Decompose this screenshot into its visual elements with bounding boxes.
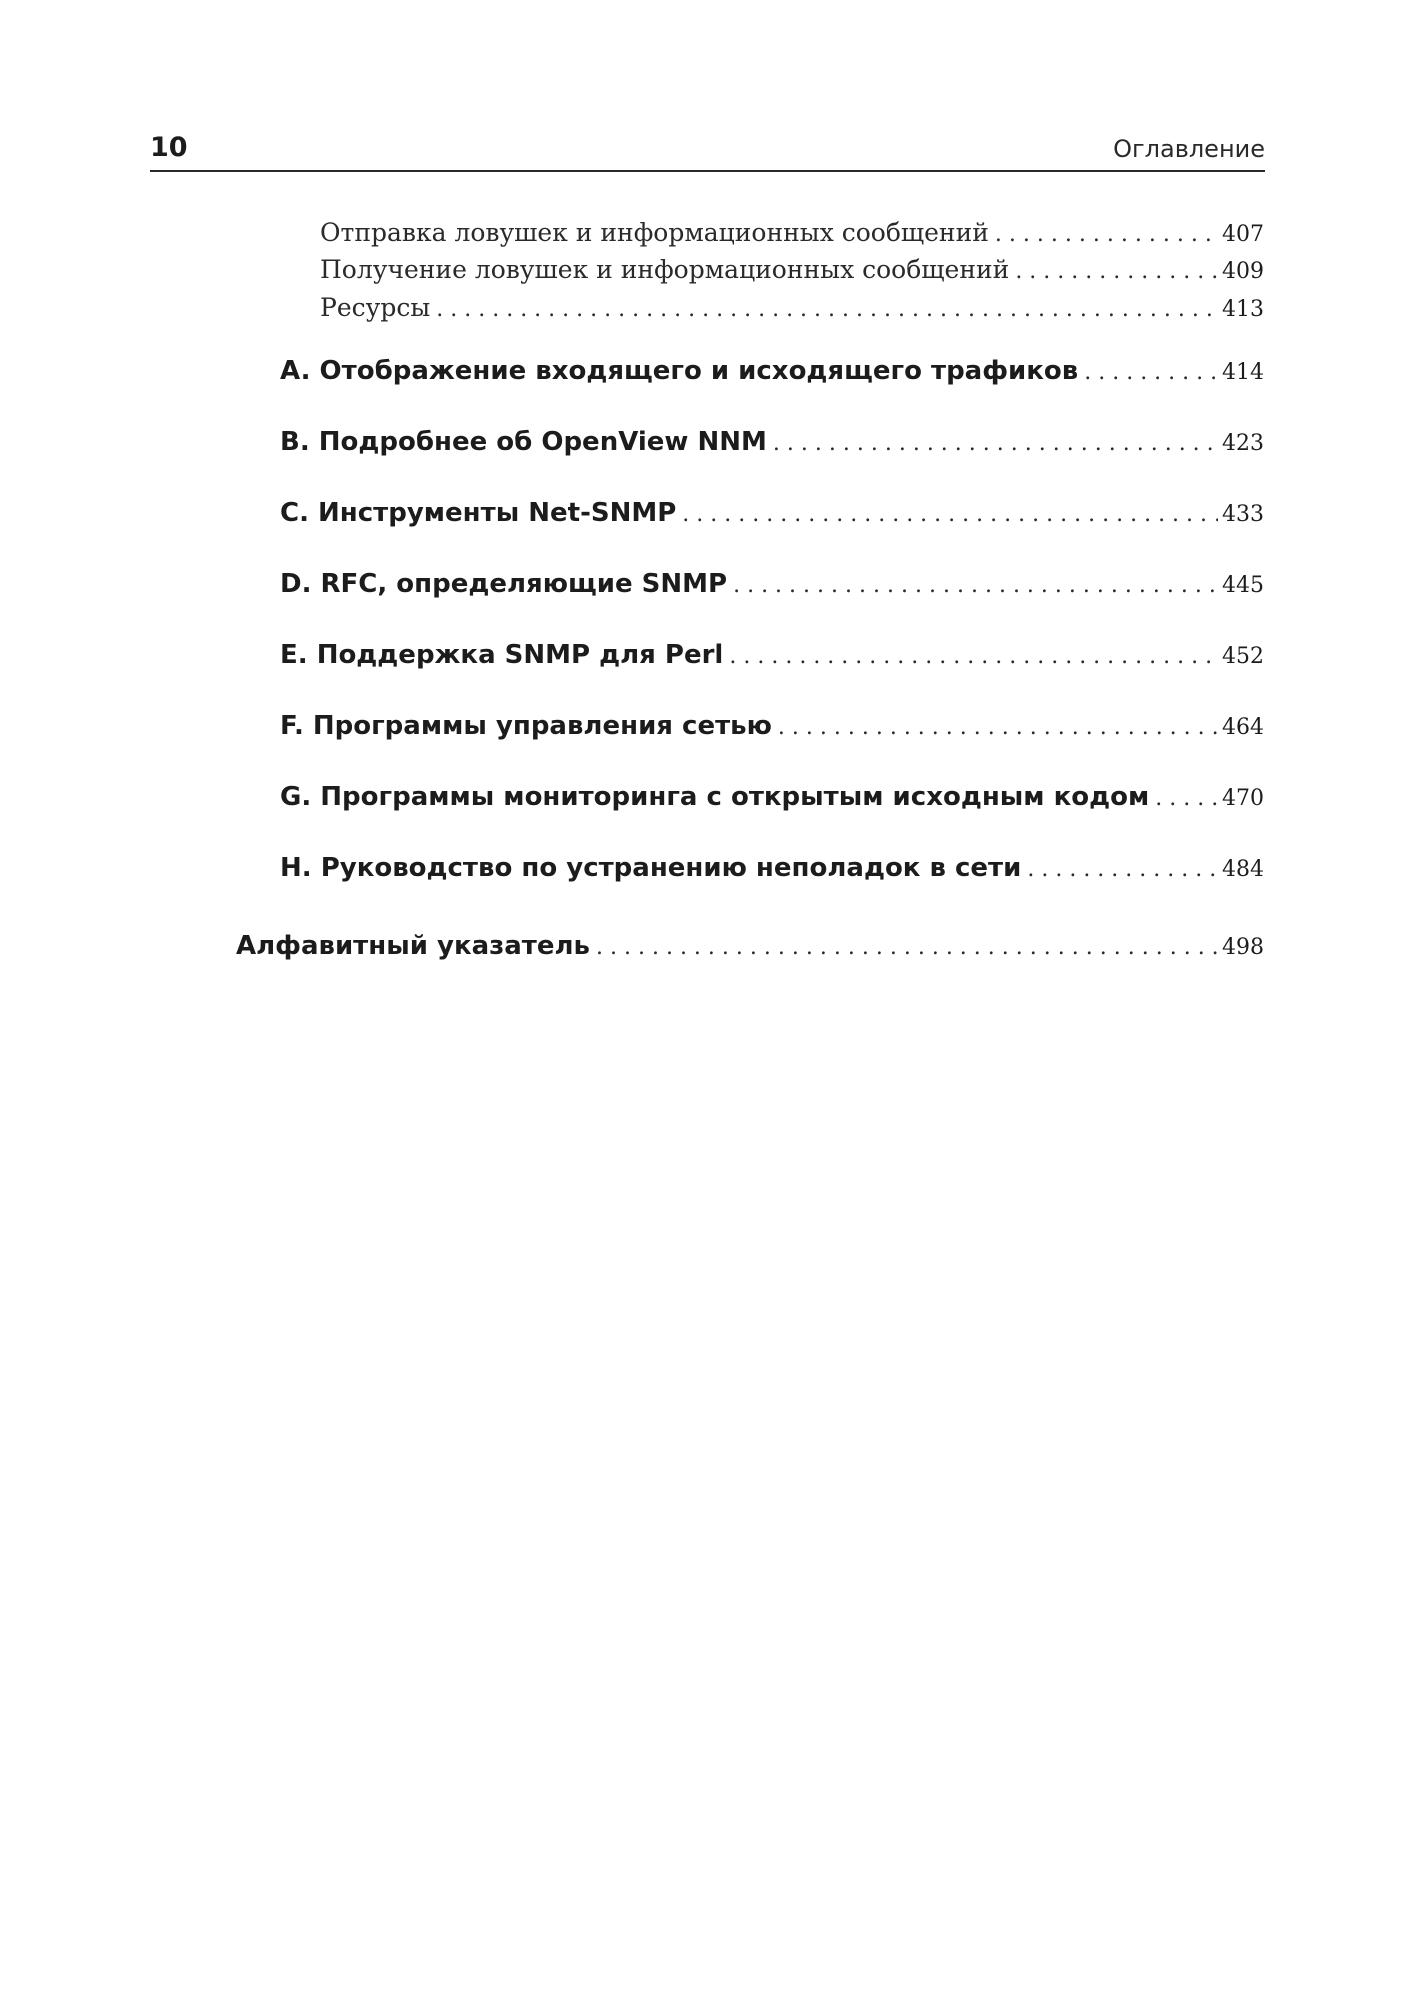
page-number: 10 xyxy=(150,132,188,163)
running-title: Оглавление xyxy=(1113,135,1265,163)
dot-leader xyxy=(676,502,1218,527)
toc-appendix-a[interactable] xyxy=(280,356,1264,396)
dot-leader xyxy=(1149,786,1218,811)
toc-entry-page: 484 xyxy=(1222,857,1264,882)
toc-entry-title: Отправка ловушек и информационных сообщений xyxy=(320,218,989,247)
dot-leader xyxy=(1078,360,1218,385)
toc-subentry[interactable] xyxy=(320,218,1264,254)
page-header xyxy=(150,126,1265,172)
toc-entry-page: 433 xyxy=(1222,502,1264,527)
toc-entry-title: Алфавитный указатель xyxy=(236,931,590,961)
toc-entry-page: 452 xyxy=(1222,644,1264,669)
toc-entry-page: 423 xyxy=(1222,431,1264,456)
toc-entry-title: D. RFC, определяющие SNMP xyxy=(280,569,728,599)
toc-appendix-g[interactable] xyxy=(280,782,1264,822)
toc-subentry[interactable] xyxy=(320,293,1264,329)
toc-appendix-b[interactable] xyxy=(280,427,1264,467)
toc-appendix-d[interactable] xyxy=(280,569,1264,609)
toc-appendix-h[interactable] xyxy=(280,853,1264,893)
toc-entry-page: 409 xyxy=(1222,259,1264,284)
toc-entry-page: 464 xyxy=(1222,715,1264,740)
toc-entry-title: E. Поддержка SNMP для Perl xyxy=(280,640,724,670)
toc-entry-title: G. Программы мониторинга с открытым исходным кодом xyxy=(280,782,1150,812)
dot-leader xyxy=(430,297,1218,322)
toc-appendix-e[interactable] xyxy=(280,640,1264,680)
toc-entry-title: Ресурсы xyxy=(320,293,431,322)
dot-leader xyxy=(1021,857,1218,882)
toc-entry-title: C. Инструменты Net-SNMP xyxy=(280,498,677,528)
toc-entry-page: 413 xyxy=(1222,297,1264,322)
toc-entry-title: Получение ловушек и информационных сообщений xyxy=(320,255,1010,284)
dot-leader xyxy=(767,431,1218,456)
toc-subentry[interactable] xyxy=(320,255,1264,291)
toc-entry-page: 445 xyxy=(1222,573,1264,598)
toc-index-entry[interactable] xyxy=(236,931,1264,971)
dot-leader xyxy=(989,222,1218,247)
toc-entry-title: H. Руководство по устранению неполадок в сети xyxy=(280,853,1022,883)
toc-entry-title: B. Подробнее об OpenView NNM xyxy=(280,427,767,457)
toc-entry-page: 407 xyxy=(1222,222,1264,247)
toc-entry-title: A. Отображение входящего и исходящего трафиков xyxy=(280,356,1079,386)
toc-appendix-c[interactable] xyxy=(280,498,1264,538)
toc-entry-page: 498 xyxy=(1222,935,1264,960)
toc-entry-title: F. Программы управления сетью xyxy=(280,711,772,741)
dot-leader xyxy=(590,935,1218,960)
toc-entry-page: 470 xyxy=(1222,786,1264,811)
dot-leader xyxy=(727,573,1218,598)
dot-leader xyxy=(1009,259,1218,284)
dot-leader xyxy=(772,715,1218,740)
toc-appendix-f[interactable] xyxy=(280,711,1264,751)
dot-leader xyxy=(723,644,1218,669)
toc-entry-page: 414 xyxy=(1222,360,1264,385)
